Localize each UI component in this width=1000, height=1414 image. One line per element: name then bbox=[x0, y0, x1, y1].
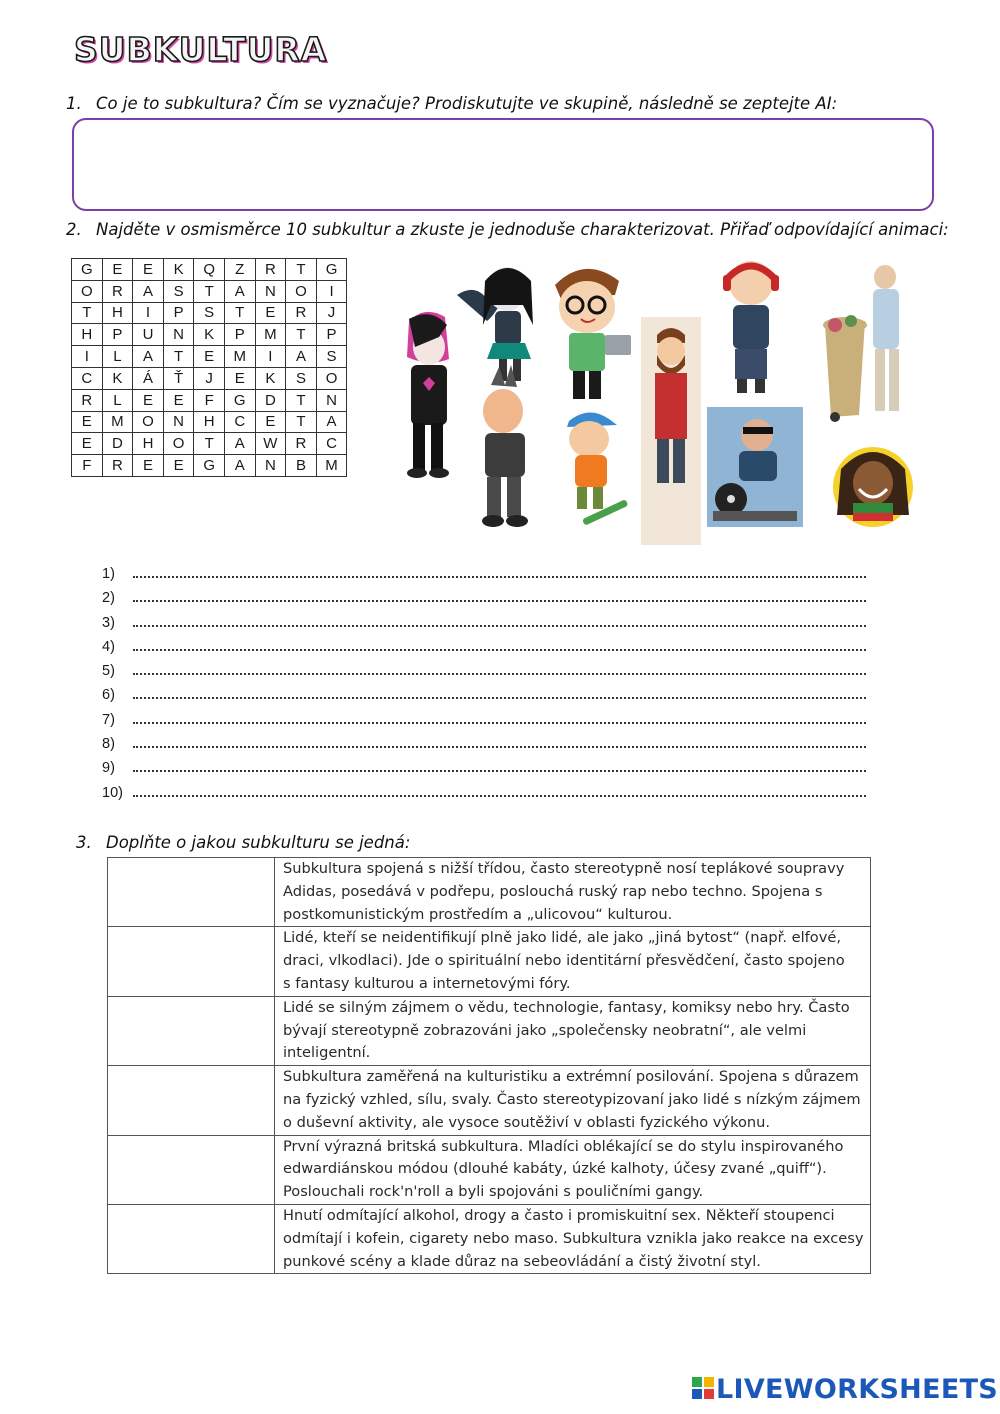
wordsearch-cell[interactable]: U bbox=[133, 324, 164, 346]
description-line: Poslouchali rock'n'roll a byli spojováni s pouličními gangy. bbox=[283, 1183, 704, 1201]
freegan-bin-illustration[interactable] bbox=[823, 265, 899, 422]
wordsearch-cell[interactable]: S bbox=[316, 346, 347, 368]
wordsearch-row bbox=[72, 280, 347, 302]
wordsearch-cell[interactable]: P bbox=[102, 324, 133, 346]
wordsearch-cell[interactable]: L bbox=[102, 389, 133, 411]
subculture-answer-cell[interactable] bbox=[108, 1204, 275, 1273]
answer-line-input[interactable] bbox=[133, 770, 866, 772]
answer-line-input[interactable] bbox=[133, 795, 866, 797]
answer-line-input[interactable] bbox=[133, 722, 866, 724]
wordsearch-cell[interactable]: A bbox=[316, 411, 347, 433]
subculture-description bbox=[275, 1204, 871, 1273]
description-line: Lidé se silným zájmem o vědu, technologie, fantasy, komiksy nebo hry. Často bbox=[283, 998, 850, 1016]
wordsearch-cell[interactable]: J bbox=[316, 302, 347, 324]
question-3 bbox=[76, 833, 410, 852]
wordsearch-row bbox=[72, 389, 347, 411]
wordsearch-cell[interactable]: N bbox=[255, 280, 286, 302]
wordsearch-cell[interactable]: T bbox=[224, 302, 255, 324]
punk-figure-illustration[interactable] bbox=[482, 365, 528, 527]
wordsearch-cell[interactable]: S bbox=[286, 367, 317, 389]
description-line: draci, vlkodlaci). Jde o spirituální nebo identitární přesvědčení, často spojeno bbox=[283, 952, 845, 970]
subculture-description bbox=[275, 858, 871, 927]
wordsearch-cell[interactable]: N bbox=[316, 389, 347, 411]
wordsearch-cell[interactable]: O bbox=[163, 433, 194, 455]
wordsearch-cell[interactable]: E bbox=[133, 259, 164, 281]
question-2 bbox=[66, 220, 949, 239]
wordsearch-cell[interactable]: O bbox=[72, 280, 103, 302]
wordsearch-cell[interactable]: A bbox=[286, 346, 317, 368]
wordsearch-cell[interactable]: O bbox=[133, 411, 164, 433]
wordsearch-cell[interactable]: R bbox=[72, 389, 103, 411]
wordsearch-cell[interactable]: R bbox=[102, 455, 133, 477]
wordsearch-cell[interactable]: I bbox=[316, 280, 347, 302]
wordsearch-cell[interactable]: E bbox=[72, 433, 103, 455]
description-line: edwardiánskou módou (dlouhé kabáty, úzké kalhoty, účesy zvané „quiff“). bbox=[283, 1160, 827, 1178]
wordsearch-cell[interactable]: R bbox=[286, 302, 317, 324]
wordsearch-cell[interactable]: G bbox=[316, 259, 347, 281]
subculture-description bbox=[275, 927, 871, 996]
wordsearch-cell[interactable]: E bbox=[255, 302, 286, 324]
wordsearch-cell[interactable]: N bbox=[163, 411, 194, 433]
wordsearch-cell[interactable]: M bbox=[316, 455, 347, 477]
wordsearch-cell[interactable]: E bbox=[163, 389, 194, 411]
answer-line-number: 2) bbox=[102, 590, 115, 607]
answer-line-input[interactable] bbox=[133, 649, 866, 651]
wordsearch-cell[interactable]: H bbox=[72, 324, 103, 346]
wordsearch-row bbox=[72, 302, 347, 324]
wordsearch-cell[interactable]: I bbox=[255, 346, 286, 368]
wordsearch-cell[interactable]: N bbox=[163, 324, 194, 346]
table-row bbox=[108, 1066, 871, 1135]
question-1-number: 1. bbox=[66, 94, 82, 113]
wordsearch-cell[interactable]: Z bbox=[224, 259, 255, 281]
dj-figure-illustration[interactable] bbox=[707, 407, 803, 527]
wordsearch-cell[interactable]: T bbox=[286, 324, 317, 346]
wordsearch-cell[interactable]: A bbox=[224, 433, 255, 455]
wordsearch-cell[interactable]: M bbox=[102, 411, 133, 433]
wordsearch-cell[interactable]: E bbox=[255, 411, 286, 433]
table-row bbox=[108, 1204, 871, 1273]
liveworksheets-cube-icon bbox=[692, 1375, 714, 1406]
wordsearch-row bbox=[72, 455, 347, 477]
answer-line-number: 8) bbox=[102, 736, 115, 753]
description-line: bývají stereotypně zobrazováni jako „společensky neobratní“, ale velmi bbox=[283, 1021, 807, 1039]
wordsearch-cell[interactable]: K bbox=[163, 259, 194, 281]
wordsearch-cell[interactable]: K bbox=[194, 324, 225, 346]
wordsearch-row bbox=[72, 433, 347, 455]
headphones-girl-illustration[interactable] bbox=[723, 261, 779, 393]
wordsearch-cell[interactable]: R bbox=[102, 280, 133, 302]
goth-girl-illustration[interactable] bbox=[457, 267, 533, 381]
description-line: odmítají i kofein, cigarety nebo maso. Subkultura vznikla jako reakce na excesy bbox=[283, 1229, 864, 1247]
wordsearch-cell[interactable]: T bbox=[72, 302, 103, 324]
wordsearch-cell[interactable]: M bbox=[255, 324, 286, 346]
wordsearch-cell[interactable]: H bbox=[133, 433, 164, 455]
wordsearch-cell[interactable]: G bbox=[224, 389, 255, 411]
wordsearch-cell[interactable]: L bbox=[102, 346, 133, 368]
wordsearch-cell[interactable]: C bbox=[72, 367, 103, 389]
wordsearch-cell[interactable]: A bbox=[133, 346, 164, 368]
wordsearch-cell[interactable]: I bbox=[72, 346, 103, 368]
wordsearch-cell[interactable]: A bbox=[224, 455, 255, 477]
rasta-figure-illustration[interactable] bbox=[833, 447, 913, 527]
subculture-description bbox=[275, 1135, 871, 1204]
wordsearch-cell[interactable]: N bbox=[255, 455, 286, 477]
wordsearch-cell[interactable]: M bbox=[224, 346, 255, 368]
answer-line-number: 10) bbox=[102, 784, 123, 801]
wordsearch-cell[interactable]: R bbox=[286, 433, 317, 455]
wordsearch-cell[interactable]: W bbox=[255, 433, 286, 455]
wordsearch-cell[interactable]: T bbox=[286, 411, 317, 433]
wordsearch-cell[interactable]: D bbox=[102, 433, 133, 455]
wordsearch-cell[interactable]: E bbox=[224, 367, 255, 389]
subculture-description bbox=[275, 1066, 871, 1135]
question-2-text: Najděte v osmisměrce 10 subkultur a zkuste je jednoduše charakterizovat. Přiřaď odpovídající animaci: bbox=[96, 220, 949, 239]
answer-line-input[interactable] bbox=[133, 673, 866, 675]
description-line: s fantasy kulturou a internetovými fóry. bbox=[283, 974, 571, 992]
wordsearch-cell[interactable]: H bbox=[102, 302, 133, 324]
wordsearch-cell[interactable]: E bbox=[194, 346, 225, 368]
subculture-illustrations bbox=[395, 255, 935, 545]
description-line: První výrazná britská subkultura. Mladíci oblékající se do stylu inspirovaného bbox=[283, 1137, 844, 1155]
wordsearch-cell[interactable]: G bbox=[194, 455, 225, 477]
wordsearch-cell[interactable]: K bbox=[255, 367, 286, 389]
subculture-answer-cell[interactable] bbox=[108, 1135, 275, 1204]
subculture-answer-cell[interactable] bbox=[108, 927, 275, 996]
wordsearch-cell[interactable]: F bbox=[72, 455, 103, 477]
emo-figure-illustration[interactable] bbox=[407, 312, 449, 478]
question-3-text: Doplňte o jakou subkulturu se jedná: bbox=[106, 833, 411, 852]
wordsearch-cell[interactable]: Ť bbox=[163, 367, 194, 389]
wordsearch-cell[interactable]: A bbox=[224, 280, 255, 302]
wordsearch-cell[interactable]: E bbox=[102, 259, 133, 281]
description-line: Hnutí odmítající alkohol, drogy a často i promiskuitní sex. Někteří stoupenci bbox=[283, 1206, 835, 1224]
table-row bbox=[108, 858, 871, 927]
table-row bbox=[108, 1135, 871, 1204]
description-line: postkomunistickým prostředím a „ulicovou“ kulturou. bbox=[283, 905, 673, 923]
description-line: Lidé, kteří se neidentifikují plně jako lidé, ale jako „jiná bytost“ (např. elfové, bbox=[283, 929, 841, 947]
wordsearch-cell[interactable]: I bbox=[133, 302, 164, 324]
wordsearch-cell[interactable]: T bbox=[194, 433, 225, 455]
wordsearch-cell[interactable]: C bbox=[224, 411, 255, 433]
description-line: o duševní aktivity, ale vysoce soutěživí v oblasti fyzického výkonu. bbox=[283, 1113, 771, 1131]
wordsearch-cell[interactable]: O bbox=[316, 367, 347, 389]
wordsearch-grid bbox=[71, 258, 347, 477]
wordsearch-cell[interactable]: R bbox=[255, 259, 286, 281]
liveworksheets-brand-text: LIVEWORKSHEETS bbox=[716, 1374, 999, 1405]
skater-boy-illustration[interactable] bbox=[567, 412, 628, 525]
subculture-answer-cell[interactable] bbox=[108, 1066, 275, 1135]
answer-line-input[interactable] bbox=[133, 576, 866, 578]
wordsearch-cell[interactable]: O bbox=[286, 280, 317, 302]
subculture-table bbox=[107, 857, 871, 1274]
answer-line-input[interactable] bbox=[133, 746, 866, 748]
wordsearch-cell[interactable]: D bbox=[255, 389, 286, 411]
question-3-number: 3. bbox=[76, 833, 92, 852]
table-row bbox=[108, 996, 871, 1065]
subculture-answer-cell[interactable] bbox=[108, 996, 275, 1065]
wordsearch-cell[interactable]: T bbox=[163, 346, 194, 368]
wordsearch-cell[interactable]: E bbox=[133, 389, 164, 411]
description-line: punkové scény a klade důraz na sebeovládání a čistý životní styl. bbox=[283, 1252, 761, 1270]
geek-boy-illustration[interactable] bbox=[555, 269, 631, 399]
wordsearch-row bbox=[72, 367, 347, 389]
question-1 bbox=[66, 94, 837, 113]
wordsearch-row bbox=[72, 346, 347, 368]
subculture-answer-cell[interactable] bbox=[108, 858, 275, 927]
wordsearch-cell[interactable]: F bbox=[194, 389, 225, 411]
description-line: na fyzický vzhled, sílu, svaly. Často stereotypizovaní jako lidé s nízkým zájmem bbox=[283, 1090, 861, 1108]
answer-line-input[interactable] bbox=[133, 625, 866, 627]
wordsearch-row bbox=[72, 324, 347, 346]
hipster-man-illustration[interactable] bbox=[641, 317, 701, 545]
wordsearch-cell[interactable]: P bbox=[316, 324, 347, 346]
wordsearch-cell[interactable]: C bbox=[316, 433, 347, 455]
subculture-description bbox=[275, 996, 871, 1065]
wordsearch-cell[interactable]: Á bbox=[133, 367, 164, 389]
wordsearch-cell[interactable]: K bbox=[102, 367, 133, 389]
table-row bbox=[108, 927, 871, 996]
wordsearch-cell[interactable]: S bbox=[163, 280, 194, 302]
wordsearch-cell[interactable]: A bbox=[133, 280, 164, 302]
wordsearch-cell[interactable]: P bbox=[224, 324, 255, 346]
wordsearch-cell[interactable]: Q bbox=[194, 259, 225, 281]
answer-line-number: 4) bbox=[102, 638, 115, 655]
answer-line-input[interactable] bbox=[133, 600, 866, 602]
liveworksheets-logo bbox=[692, 1374, 998, 1406]
wordsearch-row bbox=[72, 411, 347, 433]
question-1-text: Co je to subkultura? Čím se vyznačuje? Prodiskutujte ve skupině, následně se zeptejte AI: bbox=[96, 94, 838, 113]
description-line: inteligentní. bbox=[283, 1044, 371, 1062]
answer-line-number: 7) bbox=[102, 711, 115, 728]
description-line: Subkultura zaměřená na kulturistiku a extrémní posilování. Spojena s důrazem bbox=[283, 1068, 859, 1086]
page-title: SUBKULTURA bbox=[74, 30, 328, 69]
wordsearch-cell[interactable]: G bbox=[72, 259, 103, 281]
answer-line-number: 9) bbox=[102, 760, 115, 777]
answer-line-number: 5) bbox=[102, 663, 115, 680]
description-line: Subkultura spojená s nižší třídou, často stereotypně nosí teplákové soupravy bbox=[283, 860, 845, 877]
answer-line-input[interactable] bbox=[133, 697, 866, 699]
wordsearch-cell[interactable]: E bbox=[163, 455, 194, 477]
wordsearch-cell[interactable]: T bbox=[286, 389, 317, 411]
wordsearch-row bbox=[72, 259, 347, 281]
wordsearch-cell[interactable]: E bbox=[72, 411, 103, 433]
wordsearch-cell[interactable]: P bbox=[163, 302, 194, 324]
wordsearch-cell[interactable]: B bbox=[286, 455, 317, 477]
answer-line-number: 1) bbox=[102, 566, 115, 582]
wordsearch-cell[interactable]: T bbox=[194, 280, 225, 302]
wordsearch-cell[interactable]: T bbox=[286, 259, 317, 281]
wordsearch-cell[interactable]: S bbox=[194, 302, 225, 324]
question-2-number: 2. bbox=[66, 220, 82, 239]
wordsearch-cell[interactable]: J bbox=[194, 367, 225, 389]
answer-line-number: 6) bbox=[102, 687, 115, 704]
wordsearch-cell[interactable]: E bbox=[133, 455, 164, 477]
wordsearch-cell[interactable]: H bbox=[194, 411, 225, 433]
answer-1-textbox[interactable] bbox=[72, 118, 934, 211]
description-line: Adidas, posedává v podřepu, poslouchá ruský rap nebo techno. Spojena s bbox=[283, 882, 823, 900]
answer-line-number: 3) bbox=[102, 614, 115, 631]
